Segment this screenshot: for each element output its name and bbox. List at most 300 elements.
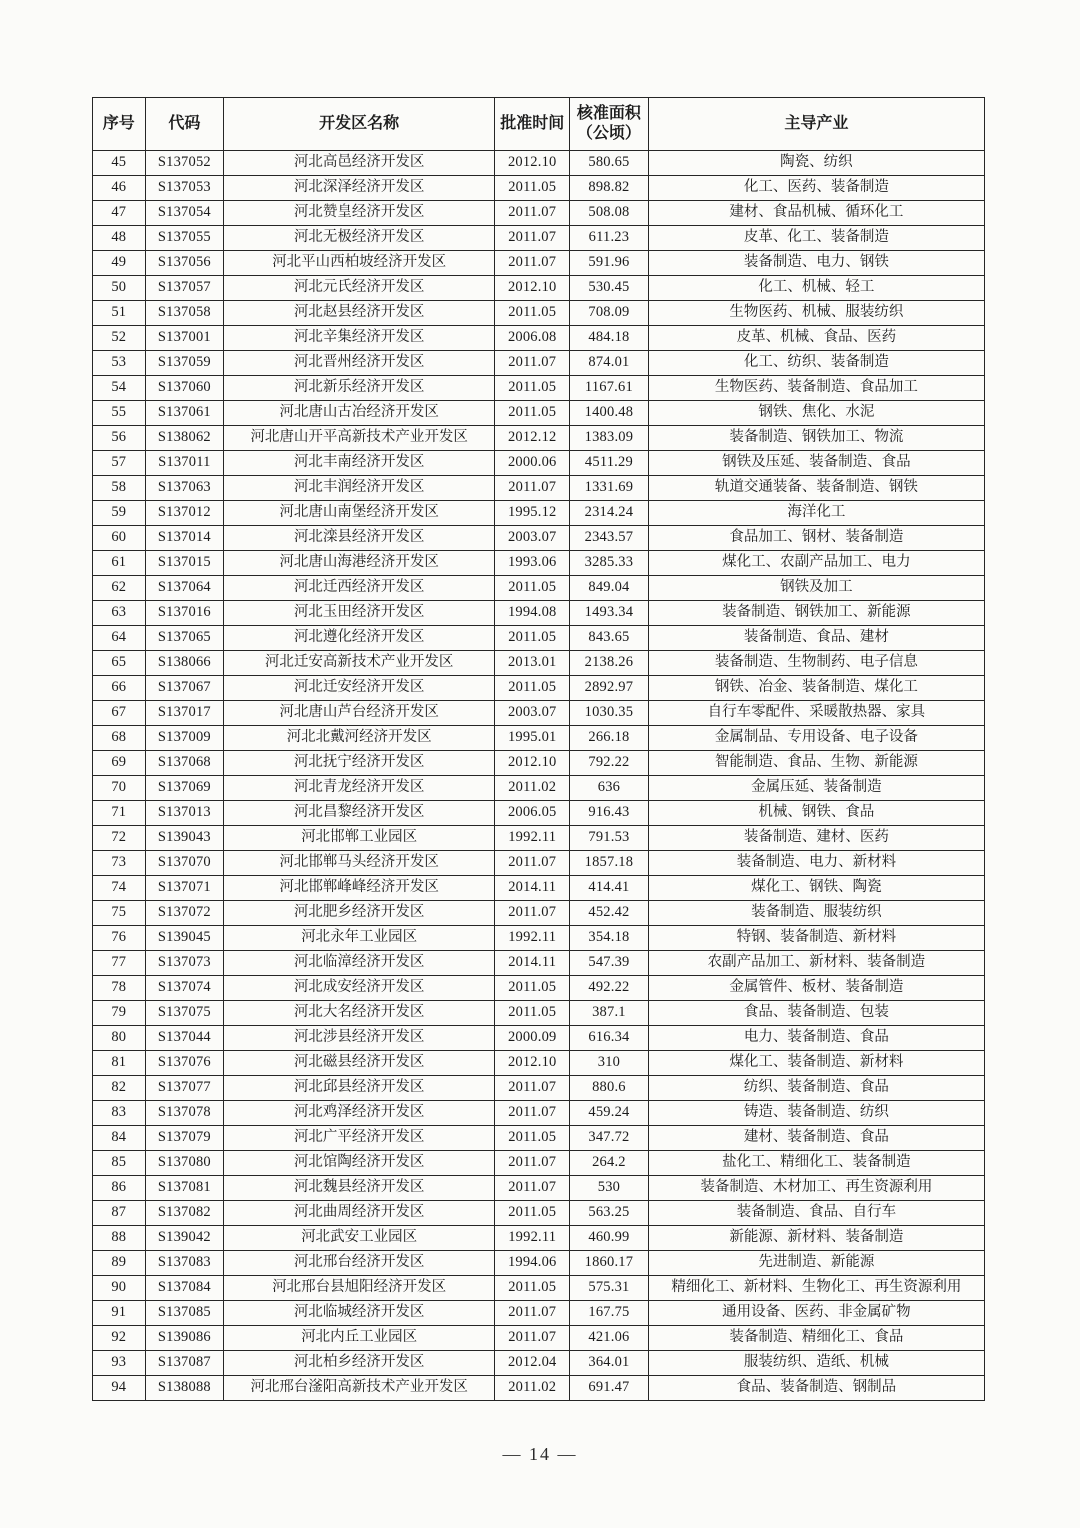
cell-no: 82	[93, 1076, 146, 1101]
cell-code: S137073	[145, 951, 223, 976]
cell-date: 2011.07	[495, 351, 570, 376]
cell-area: 1030.35	[570, 701, 648, 726]
cell-no: 80	[93, 1026, 146, 1051]
cell-code: S137009	[145, 726, 223, 751]
cell-date: 2011.05	[495, 1201, 570, 1226]
cell-code: S137064	[145, 576, 223, 601]
cell-code: S138062	[145, 426, 223, 451]
cell-industries: 钢铁及压延、装备制造、食品	[648, 451, 984, 476]
cell-code: S137056	[145, 251, 223, 276]
cell-area: 580.65	[570, 151, 648, 176]
cell-area: 460.99	[570, 1226, 648, 1251]
table-row	[93, 1176, 985, 1201]
cell-industries: 生物医药、机械、服装纺织	[648, 301, 984, 326]
cell-no: 71	[93, 801, 146, 826]
cell-code: S137074	[145, 976, 223, 1001]
table-row	[93, 1151, 985, 1176]
table-row	[93, 801, 985, 826]
cell-industries: 金属管件、板材、装备制造	[648, 976, 984, 1001]
cell-date: 2011.07	[495, 226, 570, 251]
cell-code: S137001	[145, 326, 223, 351]
cell-code: S137083	[145, 1251, 223, 1276]
development-zones-table	[92, 97, 985, 1401]
cell-industries: 装备制造、食品、建材	[648, 626, 984, 651]
cell-area: 591.96	[570, 251, 648, 276]
cell-name: 河北涉县经济开发区	[224, 1026, 495, 1051]
cell-code: S137075	[145, 1001, 223, 1026]
cell-area: 484.18	[570, 326, 648, 351]
cell-name: 河北大名经济开发区	[224, 1001, 495, 1026]
cell-industries: 海洋化工	[648, 501, 984, 526]
cell-code: S138088	[145, 1376, 223, 1401]
cell-area: 421.06	[570, 1326, 648, 1351]
cell-code: S137065	[145, 626, 223, 651]
table-row	[93, 951, 985, 976]
cell-code: S138066	[145, 651, 223, 676]
cell-area: 264.2	[570, 1151, 648, 1176]
col-header-code: 代码	[145, 98, 223, 151]
cell-area: 492.22	[570, 976, 648, 1001]
cell-date: 2011.05	[495, 301, 570, 326]
cell-industries: 钢铁及加工	[648, 576, 984, 601]
cell-area: 1860.17	[570, 1251, 648, 1276]
cell-code: S139045	[145, 926, 223, 951]
table-row	[93, 626, 985, 651]
table-row	[93, 1301, 985, 1326]
cell-area: 849.04	[570, 576, 648, 601]
cell-industries: 农副产品加工、新材料、装备制造	[648, 951, 984, 976]
cell-area: 880.6	[570, 1076, 648, 1101]
cell-code: S139043	[145, 826, 223, 851]
table-row	[93, 701, 985, 726]
cell-no: 88	[93, 1226, 146, 1251]
cell-no: 69	[93, 751, 146, 776]
cell-no: 77	[93, 951, 146, 976]
cell-code: S137071	[145, 876, 223, 901]
table-row	[93, 676, 985, 701]
cell-date: 1995.01	[495, 726, 570, 751]
cell-name: 河北邢台县旭阳经济开发区	[224, 1276, 495, 1301]
cell-name: 河北柏乡经济开发区	[224, 1351, 495, 1376]
cell-name: 河北遵化经济开发区	[224, 626, 495, 651]
cell-date: 2011.07	[495, 201, 570, 226]
table-row	[93, 651, 985, 676]
cell-code: S137052	[145, 151, 223, 176]
cell-no: 52	[93, 326, 146, 351]
cell-industries: 装备制造、建材、医药	[648, 826, 984, 851]
cell-date: 2003.07	[495, 526, 570, 551]
cell-no: 62	[93, 576, 146, 601]
table-row	[93, 1326, 985, 1351]
table-row	[93, 926, 985, 951]
cell-industries: 装备制造、钢铁加工、物流	[648, 426, 984, 451]
cell-industries: 食品、装备制造、包装	[648, 1001, 984, 1026]
cell-code: S137076	[145, 1051, 223, 1076]
cell-code: S137087	[145, 1351, 223, 1376]
table-row	[93, 351, 985, 376]
cell-industries: 食品加工、钢材、装备制造	[648, 526, 984, 551]
cell-industries: 电力、装备制造、食品	[648, 1026, 984, 1051]
cell-industries: 煤化工、农副产品加工、电力	[648, 551, 984, 576]
table-row	[93, 151, 985, 176]
cell-date: 2011.05	[495, 1126, 570, 1151]
cell-code: S137063	[145, 476, 223, 501]
cell-no: 46	[93, 176, 146, 201]
cell-no: 60	[93, 526, 146, 551]
cell-date: 2011.07	[495, 901, 570, 926]
cell-code: S137081	[145, 1176, 223, 1201]
cell-code: S137016	[145, 601, 223, 626]
cell-date: 2012.10	[495, 151, 570, 176]
cell-no: 72	[93, 826, 146, 851]
cell-name: 河北馆陶经济开发区	[224, 1151, 495, 1176]
cell-date: 2011.07	[495, 851, 570, 876]
cell-industries: 智能制造、食品、生物、新能源	[648, 751, 984, 776]
cell-name: 河北元氏经济开发区	[224, 276, 495, 301]
cell-area: 452.42	[570, 901, 648, 926]
cell-name: 河北平山西柏坡经济开发区	[224, 251, 495, 276]
cell-name: 河北魏县经济开发区	[224, 1176, 495, 1201]
cell-industries: 煤化工、钢铁、陶瓷	[648, 876, 984, 901]
cell-code: S137078	[145, 1101, 223, 1126]
table-row	[93, 1051, 985, 1076]
table-row	[93, 876, 985, 901]
cell-code: S137013	[145, 801, 223, 826]
cell-date: 2011.05	[495, 976, 570, 1001]
cell-area: 575.31	[570, 1276, 648, 1301]
cell-area: 1857.18	[570, 851, 648, 876]
cell-no: 74	[93, 876, 146, 901]
cell-industries: 装备制造、电力、新材料	[648, 851, 984, 876]
cell-name: 河北曲周经济开发区	[224, 1201, 495, 1226]
cell-date: 2011.07	[495, 251, 570, 276]
table-row	[93, 551, 985, 576]
cell-date: 2011.07	[495, 1076, 570, 1101]
table-header-row	[93, 98, 985, 151]
cell-name: 河北迁西经济开发区	[224, 576, 495, 601]
cell-area: 636	[570, 776, 648, 801]
cell-industries: 化工、机械、轻工	[648, 276, 984, 301]
cell-name: 河北邱县经济开发区	[224, 1076, 495, 1101]
cell-name: 河北赵县经济开发区	[224, 301, 495, 326]
table-row	[93, 901, 985, 926]
cell-name: 河北唐山南堡经济开发区	[224, 501, 495, 526]
cell-code: S137079	[145, 1126, 223, 1151]
table-row	[93, 301, 985, 326]
cell-no: 93	[93, 1351, 146, 1376]
cell-area: 2314.24	[570, 501, 648, 526]
cell-industries: 轨道交通装备、装备制造、钢铁	[648, 476, 984, 501]
cell-code: S137015	[145, 551, 223, 576]
cell-industries: 通用设备、医药、非金属矿物	[648, 1301, 984, 1326]
cell-name: 河北玉田经济开发区	[224, 601, 495, 626]
cell-date: 2012.04	[495, 1351, 570, 1376]
cell-code: S137069	[145, 776, 223, 801]
cell-industries: 建材、装备制造、食品	[648, 1126, 984, 1151]
cell-no: 85	[93, 1151, 146, 1176]
cell-area: 691.47	[570, 1376, 648, 1401]
cell-name: 河北赞皇经济开发区	[224, 201, 495, 226]
col-header-industries: 主导产业	[648, 98, 984, 151]
table-row	[93, 1351, 985, 1376]
cell-date: 2000.09	[495, 1026, 570, 1051]
table-row	[93, 176, 985, 201]
cell-code: S139086	[145, 1326, 223, 1351]
cell-name: 河北无极经济开发区	[224, 226, 495, 251]
cell-area: 414.41	[570, 876, 648, 901]
table-row	[93, 1001, 985, 1026]
cell-code: S137085	[145, 1301, 223, 1326]
cell-no: 56	[93, 426, 146, 451]
cell-code: S137072	[145, 901, 223, 926]
cell-no: 51	[93, 301, 146, 326]
cell-area: 364.01	[570, 1351, 648, 1376]
cell-no: 83	[93, 1101, 146, 1126]
cell-code: S137054	[145, 201, 223, 226]
cell-code: S137053	[145, 176, 223, 201]
cell-name: 河北唐山海港经济开发区	[224, 551, 495, 576]
cell-area: 1331.69	[570, 476, 648, 501]
cell-no: 49	[93, 251, 146, 276]
cell-area: 266.18	[570, 726, 648, 751]
cell-no: 78	[93, 976, 146, 1001]
table-row	[93, 226, 985, 251]
cell-area: 843.65	[570, 626, 648, 651]
cell-date: 1992.11	[495, 926, 570, 951]
table-row	[93, 1201, 985, 1226]
cell-area: 354.18	[570, 926, 648, 951]
cell-no: 92	[93, 1326, 146, 1351]
cell-date: 2011.07	[495, 1176, 570, 1201]
cell-name: 河北晋州经济开发区	[224, 351, 495, 376]
cell-no: 79	[93, 1001, 146, 1026]
cell-industries: 装备制造、精细化工、食品	[648, 1326, 984, 1351]
table-row	[93, 451, 985, 476]
cell-no: 48	[93, 226, 146, 251]
table-row	[93, 1101, 985, 1126]
table-row	[93, 976, 985, 1001]
cell-area: 1167.61	[570, 376, 648, 401]
cell-name: 河北邯郸峰峰经济开发区	[224, 876, 495, 901]
cell-area: 1400.48	[570, 401, 648, 426]
cell-name: 河北邯郸工业园区	[224, 826, 495, 851]
cell-industries: 钢铁、焦化、水泥	[648, 401, 984, 426]
cell-name: 河北丰南经济开发区	[224, 451, 495, 476]
cell-code: S137017	[145, 701, 223, 726]
cell-industries: 生物医药、装备制造、食品加工	[648, 376, 984, 401]
cell-date: 1992.11	[495, 1226, 570, 1251]
cell-area: 791.53	[570, 826, 648, 851]
cell-industries: 纺织、装备制造、食品	[648, 1076, 984, 1101]
cell-date: 1994.06	[495, 1251, 570, 1276]
cell-no: 91	[93, 1301, 146, 1326]
page-number: — 14 —	[502, 1444, 578, 1464]
cell-area: 2343.57	[570, 526, 648, 551]
cell-code: S137044	[145, 1026, 223, 1051]
cell-no: 84	[93, 1126, 146, 1151]
cell-name: 河北滦县经济开发区	[224, 526, 495, 551]
cell-industries: 化工、纺织、装备制造	[648, 351, 984, 376]
cell-name: 河北北戴河经济开发区	[224, 726, 495, 751]
cell-date: 2011.07	[495, 1301, 570, 1326]
cell-industries: 先进制造、新能源	[648, 1251, 984, 1276]
table-row	[93, 601, 985, 626]
table-row	[93, 251, 985, 276]
cell-industries: 机械、钢铁、食品	[648, 801, 984, 826]
cell-date: 2011.05	[495, 376, 570, 401]
cell-name: 河北磁县经济开发区	[224, 1051, 495, 1076]
cell-name: 河北唐山芦台经济开发区	[224, 701, 495, 726]
cell-code: S137059	[145, 351, 223, 376]
cell-industries: 装备制造、钢铁加工、新能源	[648, 601, 984, 626]
cell-name: 河北内丘工业园区	[224, 1326, 495, 1351]
cell-no: 68	[93, 726, 146, 751]
table-row	[93, 576, 985, 601]
cell-no: 59	[93, 501, 146, 526]
col-header-no: 序号	[93, 98, 146, 151]
cell-name: 河北迁安高新技术产业开发区	[224, 651, 495, 676]
cell-code: S137068	[145, 751, 223, 776]
table-row	[93, 426, 985, 451]
cell-area: 708.09	[570, 301, 648, 326]
cell-name: 河北昌黎经济开发区	[224, 801, 495, 826]
cell-no: 45	[93, 151, 146, 176]
cell-name: 河北辛集经济开发区	[224, 326, 495, 351]
cell-date: 2011.05	[495, 401, 570, 426]
table-row	[93, 201, 985, 226]
table-row	[93, 726, 985, 751]
table-row	[93, 826, 985, 851]
col-header-date: 批准时间	[495, 98, 570, 151]
cell-code: S137058	[145, 301, 223, 326]
cell-industries: 陶瓷、纺织	[648, 151, 984, 176]
cell-code: S137084	[145, 1276, 223, 1301]
cell-no: 65	[93, 651, 146, 676]
cell-date: 2012.10	[495, 751, 570, 776]
cell-no: 57	[93, 451, 146, 476]
cell-date: 2012.12	[495, 426, 570, 451]
cell-no: 64	[93, 626, 146, 651]
cell-date: 2011.07	[495, 476, 570, 501]
cell-code: S137012	[145, 501, 223, 526]
cell-industries: 新能源、新材料、装备制造	[648, 1226, 984, 1251]
cell-date: 2000.06	[495, 451, 570, 476]
table-row	[93, 401, 985, 426]
cell-name: 河北邢台滏阳高新技术产业开发区	[224, 1376, 495, 1401]
cell-date: 2014.11	[495, 951, 570, 976]
table-row	[93, 1026, 985, 1051]
cell-name: 河北丰润经济开发区	[224, 476, 495, 501]
table-row	[93, 1076, 985, 1101]
cell-industries: 装备制造、生物制药、电子信息	[648, 651, 984, 676]
cell-name: 河北抚宁经济开发区	[224, 751, 495, 776]
col-header-area-line2: （公顷）	[576, 125, 641, 142]
cell-no: 66	[93, 676, 146, 701]
cell-industries: 精细化工、新材料、生物化工、再生资源利用	[648, 1276, 984, 1301]
table-row	[93, 776, 985, 801]
cell-area: 792.22	[570, 751, 648, 776]
cell-date: 2012.10	[495, 1051, 570, 1076]
cell-area: 1493.34	[570, 601, 648, 626]
cell-code: S137060	[145, 376, 223, 401]
cell-no: 70	[93, 776, 146, 801]
cell-industries: 建材、食品机械、循环化工	[648, 201, 984, 226]
cell-date: 2003.07	[495, 701, 570, 726]
cell-code: S139042	[145, 1226, 223, 1251]
cell-name: 河北永年工业园区	[224, 926, 495, 951]
cell-industries: 装备制造、木材加工、再生资源利用	[648, 1176, 984, 1201]
table-row	[93, 1276, 985, 1301]
col-header-area-line1: 核准面积	[576, 105, 641, 122]
table-row	[93, 851, 985, 876]
cell-no: 76	[93, 926, 146, 951]
cell-area: 387.1	[570, 1001, 648, 1026]
cell-industries: 金属制品、专用设备、电子设备	[648, 726, 984, 751]
cell-date: 2006.05	[495, 801, 570, 826]
cell-area: 347.72	[570, 1126, 648, 1151]
cell-area: 916.43	[570, 801, 648, 826]
table-row	[93, 1226, 985, 1251]
cell-industries: 装备制造、电力、钢铁	[648, 251, 984, 276]
cell-name: 河北迁安经济开发区	[224, 676, 495, 701]
cell-area: 530	[570, 1176, 648, 1201]
table-row	[93, 376, 985, 401]
cell-date: 2014.11	[495, 876, 570, 901]
cell-industries: 特钢、装备制造、新材料	[648, 926, 984, 951]
table-row	[93, 326, 985, 351]
table-row	[93, 501, 985, 526]
cell-code: S137080	[145, 1151, 223, 1176]
cell-code: S137061	[145, 401, 223, 426]
cell-name: 河北青龙经济开发区	[224, 776, 495, 801]
table-body	[93, 151, 985, 1401]
cell-date: 2012.10	[495, 276, 570, 301]
cell-industries: 皮革、化工、装备制造	[648, 226, 984, 251]
cell-area: 4511.29	[570, 451, 648, 476]
cell-name: 河北肥乡经济开发区	[224, 901, 495, 926]
cell-no: 87	[93, 1201, 146, 1226]
cell-name: 河北邯郸马头经济开发区	[224, 851, 495, 876]
cell-no: 67	[93, 701, 146, 726]
cell-date: 2011.07	[495, 1101, 570, 1126]
cell-no: 61	[93, 551, 146, 576]
cell-no: 47	[93, 201, 146, 226]
cell-name: 河北唐山开平高新技术产业开发区	[224, 426, 495, 451]
cell-name: 河北临漳经济开发区	[224, 951, 495, 976]
cell-no: 63	[93, 601, 146, 626]
cell-industries: 钢铁、冶金、装备制造、煤化工	[648, 676, 984, 701]
cell-area: 167.75	[570, 1301, 648, 1326]
cell-code: S137014	[145, 526, 223, 551]
table-row	[93, 476, 985, 501]
cell-area: 563.25	[570, 1201, 648, 1226]
table-row	[93, 1376, 985, 1401]
cell-area: 530.45	[570, 276, 648, 301]
cell-name: 河北深泽经济开发区	[224, 176, 495, 201]
cell-industries: 铸造、装备制造、纺织	[648, 1101, 984, 1126]
cell-code: S137077	[145, 1076, 223, 1101]
cell-name: 河北高邑经济开发区	[224, 151, 495, 176]
cell-area: 310	[570, 1051, 648, 1076]
cell-area: 2138.26	[570, 651, 648, 676]
cell-date: 2011.05	[495, 576, 570, 601]
cell-code: S137055	[145, 226, 223, 251]
cell-area: 898.82	[570, 176, 648, 201]
cell-name: 河北鸡泽经济开发区	[224, 1101, 495, 1126]
cell-industries: 自行车零配件、采暖散热器、家具	[648, 701, 984, 726]
col-header-area	[570, 98, 648, 151]
cell-date: 1994.08	[495, 601, 570, 626]
